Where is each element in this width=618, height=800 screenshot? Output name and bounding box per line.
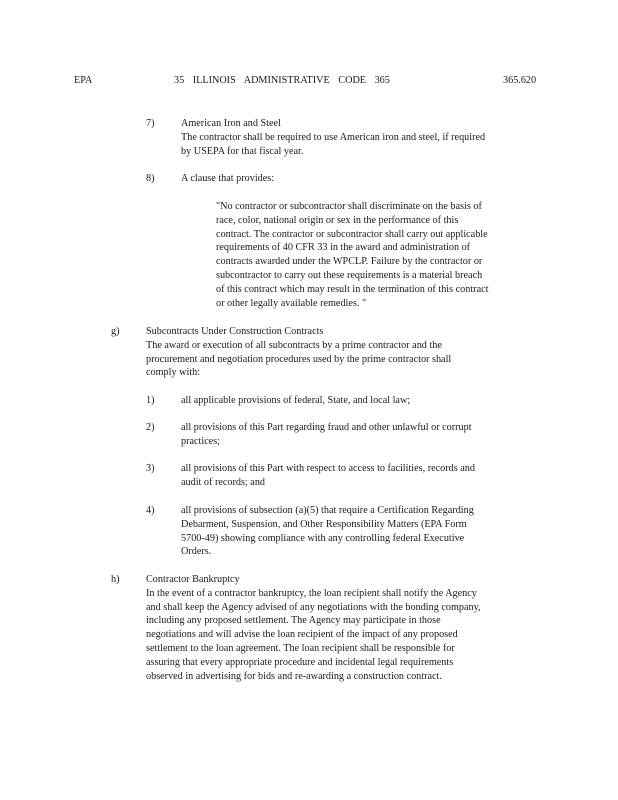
quote-line: contracts awarded under the WPCLP. Failure by the contractor or — [216, 256, 483, 268]
section-h-letter: h) — [111, 574, 120, 585]
section-h-line: and shall keep the Agency advised of any negotiations with the bonding company, — [146, 601, 481, 613]
quote-line: race, color, national origin or sex in the performance of this — [216, 214, 459, 226]
g-item-3 — [181, 462, 475, 490]
quote-line: "No contractor or subcontractor shall discriminate on the basis of — [216, 201, 482, 212]
section-g-line: The award or execution of all subcontracts by a prime contractor and the — [146, 339, 442, 351]
g-item-3-number: 3) — [146, 463, 155, 474]
section-g-line: comply with: — [146, 367, 201, 379]
section-g-body — [146, 325, 451, 380]
quote-line: or other legally available remedies. " — [216, 297, 367, 309]
g-item-2 — [181, 421, 472, 449]
g-item-line: all provisions of subsection (a)(5) that require a Certification Regarding — [181, 505, 474, 516]
g-item-4 — [181, 504, 474, 559]
quote-line: contract. The contractor or subcontractor shall carry out applicable — [216, 228, 488, 240]
g-item-line: 5700-49) showing compliance with any controlling federal Executive — [181, 532, 465, 544]
quote-line: requirements of 40 CFR 33 in the award and administration of — [216, 242, 471, 254]
item-7-heading: American Iron and Steel — [181, 118, 281, 129]
g-item-line: all provisions of this Part regarding fraud and other unlawful or corrupt — [181, 422, 472, 433]
header-title: 35 ILLINOIS ADMINISTRATIVE CODE 365 — [174, 75, 390, 86]
g-item-line: practices; — [181, 435, 221, 447]
section-h-line: settlement to the loan agreement. The loan recipient shall be responsible for — [146, 642, 455, 654]
g-item-line: Debarment, Suspension, and Other Responsibility Matters (EPA Form — [181, 518, 467, 530]
header-agency: EPA — [74, 75, 93, 86]
section-h-heading: Contractor Bankruptcy — [146, 574, 240, 585]
section-h-body — [146, 573, 481, 683]
quote-line: subcontractor to carry out these requirements is a material breach — [216, 269, 483, 281]
section-h-line: In the event of a contractor bankruptcy, the loan recipient shall notify the Agency — [146, 587, 477, 599]
section-h-line: including any proposed settlement. The Agency may participate in those — [146, 615, 441, 627]
item-7-line: The contractor shall be required to use American iron and steel, if required — [181, 131, 486, 143]
g-item-line: all applicable provisions of federal, State, and local law; — [181, 395, 411, 406]
quoted-clause — [216, 200, 488, 310]
section-h-line: assuring that every appropriate procedure and incidental legal requirements — [146, 656, 454, 668]
g-item-1 — [181, 394, 410, 408]
g-item-1-number: 1) — [146, 395, 155, 406]
item-7-line: by USEPA for that fiscal year. — [181, 145, 304, 157]
section-g-line: procurement and negotiation procedures used by the prime contractor shall — [146, 353, 452, 365]
section-h-line: observed in advertising for bids and re-awarding a construction contract. — [146, 670, 442, 682]
section-h-line: negotiations and will advise the loan recipient of the impact of any proposed — [146, 629, 458, 641]
item-8-number: 8) — [146, 173, 155, 184]
item-8-text: A clause that provides: — [181, 173, 275, 184]
header-section: 365.620 — [503, 75, 537, 86]
g-item-line: audit of records; and — [181, 476, 266, 488]
g-item-4-number: 4) — [146, 505, 155, 516]
g-item-line: all provisions of this Part with respect to access to facilities, records and — [181, 463, 475, 474]
g-item-2-number: 2) — [146, 422, 155, 433]
g-item-line: Orders. — [181, 546, 212, 558]
item-7-body — [181, 117, 485, 158]
section-g-heading: Subcontracts Under Construction Contracts — [146, 326, 324, 337]
item-7-number: 7) — [146, 118, 155, 129]
section-g-letter: g) — [111, 326, 120, 337]
quote-line: of this contract which may result in the termination of this contract — [216, 283, 489, 295]
